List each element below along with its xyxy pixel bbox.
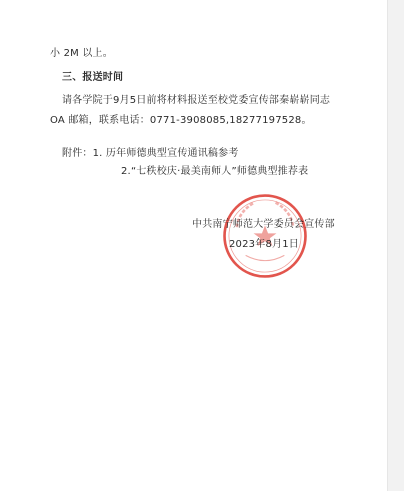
attachment-item-1: 附件：1. 历年师德典型宣传通讯稿参考 <box>62 148 239 159</box>
request-text-line-1: 请各学院于9月5日前将材料报送至校党委宣传部秦崭崭同志 <box>62 95 331 106</box>
vertical-scrollbar[interactable] <box>387 0 404 491</box>
signature-organization: 中共南宁师范大学委员会宣传部 <box>192 219 335 230</box>
request-text-line-2: OA 邮箱，联系电话：0771-3908085,18277197528。 <box>50 115 312 126</box>
size-note-text: 小 2M 以上。 <box>50 48 113 59</box>
attachment-item-2: 2.“七秩校庆·最美南师人”师德典型推荐表 <box>121 166 309 177</box>
section-heading: 三、报送时间 <box>62 72 124 83</box>
signature-date: 2023年8月1日 <box>229 239 299 250</box>
official-seal-icon <box>221 192 309 280</box>
